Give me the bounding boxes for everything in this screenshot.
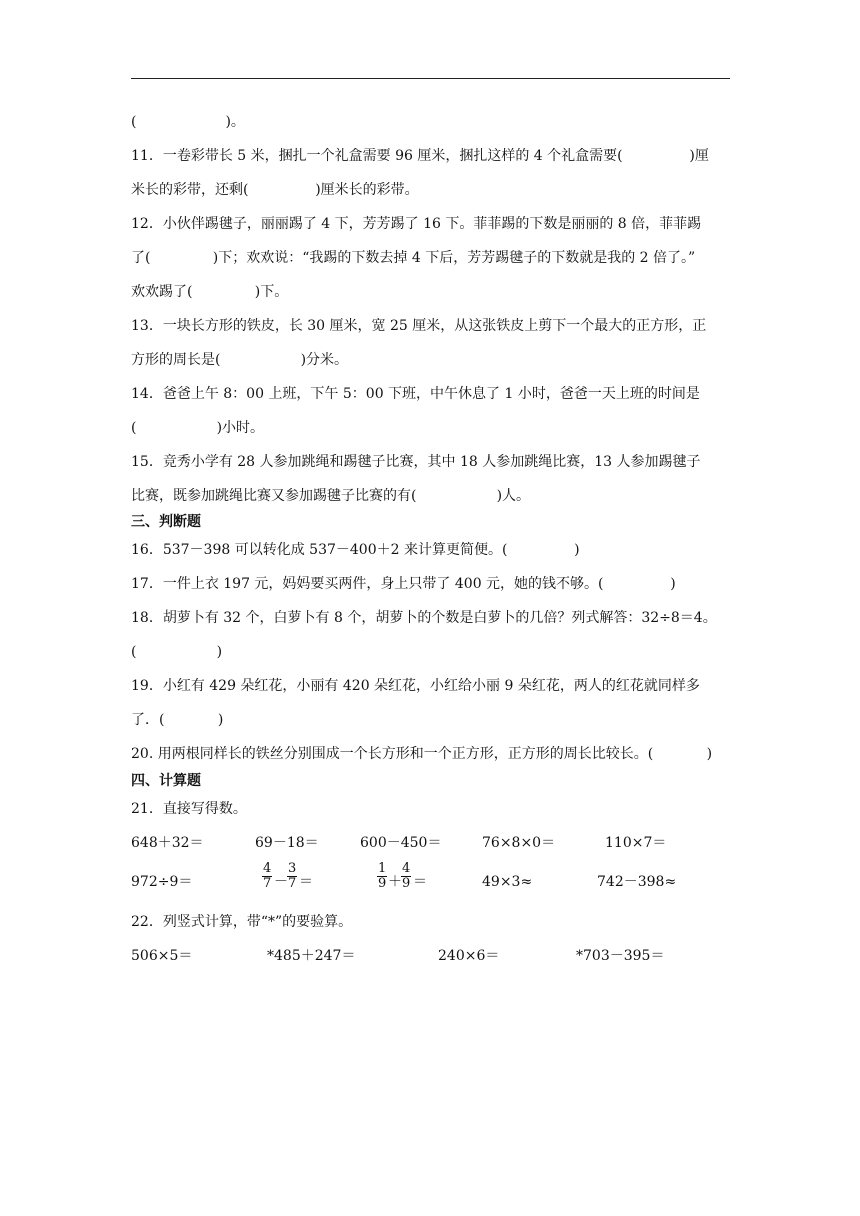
vertical-calc-item: 240×6＝ <box>438 948 500 964</box>
fraction-denominator: 9 <box>402 876 411 891</box>
equals-sign: ＝ <box>413 874 427 890</box>
calc-item: 972÷9＝ <box>131 874 193 890</box>
fraction-denominator: 7 <box>288 876 297 891</box>
section-4-heading: 四、计算题 <box>131 773 201 789</box>
question-16: 16．537－398 可以转化成 537－400＋2 来计算更简便。( ) <box>131 542 580 558</box>
vertical-calc-item: *485＋247＝ <box>267 948 356 964</box>
question-12-line3: 欢欢踢了( )下。 <box>131 284 289 300</box>
question-21: 21．直接写得数。 <box>131 801 247 817</box>
question-12-line2: 了( )下；欢欢说：“我踢的下数去掉 4 下后，芳芳踢毽子的下数就是我的 2 倍了。” <box>131 250 696 266</box>
question-12-line1: 12．小伙伴踢毽子，丽丽踢了 4 下，芳芳踢了 16 下。菲菲踢的下数是丽丽的 8 倍，菲菲踢 <box>131 216 702 232</box>
calc-item: 49×3≈ <box>482 874 533 890</box>
question-18-line1: 18．胡萝卜有 32 个，白萝卜有 8 个，胡萝卜的个数是白萝卜的几倍？列式解答：32÷8＝4。 <box>131 610 717 626</box>
fraction <box>377 862 387 891</box>
q10-answer-blank: ( )。 <box>131 114 245 130</box>
question-13-line2: 方形的周长是( )分米。 <box>131 352 349 368</box>
question-14-line2: ( )小时。 <box>131 420 265 436</box>
calc-item: 648＋32＝ <box>131 835 204 851</box>
question-17: 17．一件上衣 197 元，妈妈要买两件，身上只带了 400 元，她的钱不够。( ) <box>131 576 676 592</box>
fraction <box>401 862 411 891</box>
fraction-numerator: 4 <box>402 861 411 876</box>
vertical-calc-item: *703－395＝ <box>576 948 665 964</box>
calc-item: 69－18＝ <box>255 835 319 851</box>
question-22: 22．列竖式计算，带“*”的要验算。 <box>131 914 353 930</box>
question-14-line1: 14．爸爸上午 8：00 上班，下午 5：00 下班，中午休息了 1 小时，爸爸一天上班的时间是 <box>131 386 700 402</box>
question-11-line2: 米长的彩带，还剩( )厘米长的彩带。 <box>131 182 419 198</box>
operator: － <box>274 874 288 890</box>
fraction-denominator: 7 <box>263 876 272 891</box>
calc-item: 110×7＝ <box>605 835 667 851</box>
question-18-line2: ( ) <box>131 644 223 660</box>
question-15-line2: 比赛，既参加跳绳比赛又参加踢毽子比赛的有( )人。 <box>131 488 531 504</box>
fraction <box>287 862 297 891</box>
question-20: 20. 用两根同样长的铁丝分别围成一个长方形和一个正方形，正方形的周长比较长。( ) <box>131 746 713 762</box>
calc-item: 742－398≈ <box>597 874 677 890</box>
question-19-line2: 了．( ) <box>131 712 224 728</box>
question-11-line1: 11．一卷彩带长 5 米，捆扎一个礼盒需要 96 厘米，捆扎这样的 4 个礼盒需要( )厘 <box>131 148 709 164</box>
vertical-calc-item: 506×5＝ <box>131 948 193 964</box>
question-15-line1: 15．竞秀小学有 28 人参加跳绳和踢毽子比赛，其中 18 人参加跳绳比赛，13 人参加踢毽子 <box>131 454 701 470</box>
header-rule <box>131 78 730 79</box>
question-19-line1: 19．小红有 429 朵红花，小丽有 420 朵红花，小红给小丽 9 朵红花，两人的红花就同样多 <box>131 678 700 694</box>
equals-sign: ＝ <box>299 874 313 890</box>
fraction-numerator: 3 <box>288 861 297 876</box>
question-13-line1: 13．一块长方形的铁皮，长 30 厘米，宽 25 厘米，从这张铁皮上剪下一个最大的正方形，正 <box>131 318 707 334</box>
calc-item: 76×8×0＝ <box>482 835 556 851</box>
fraction-numerator: 4 <box>263 861 272 876</box>
fraction-numerator: 1 <box>378 861 387 876</box>
fraction-denominator: 9 <box>378 876 387 891</box>
fraction <box>262 862 272 891</box>
operator: ＋ <box>388 874 402 890</box>
calc-item: 600－450＝ <box>360 835 442 851</box>
section-3-heading: 三、判断题 <box>131 514 201 530</box>
